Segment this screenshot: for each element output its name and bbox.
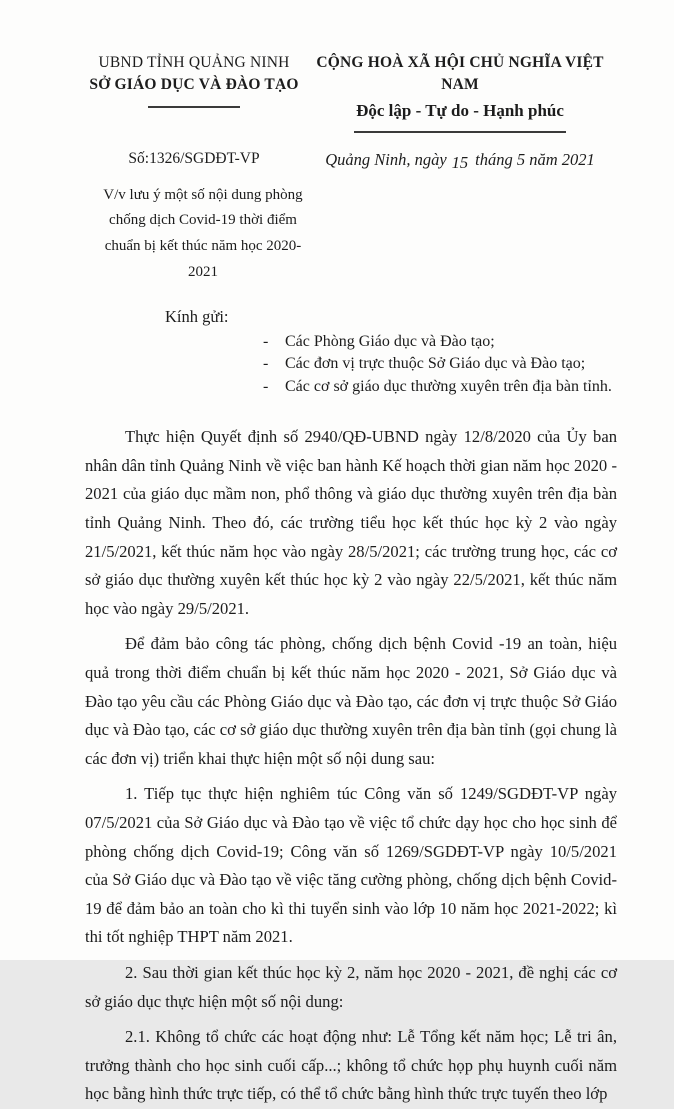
body-paragraph: 2.1. Không tổ chức các hoạt động như: Lễ Tổng kết năm học; Lễ tri ân, trưởng thành cho học sinh cuối cấp...; không tổ chức họp phụ huynh cuối năm học bằng hình thức trực tiếp, có thể tổ chức bằng hình thức trực tuyến theo lớp [85, 1027, 617, 1104]
recipient-item [263, 331, 617, 354]
agency-header-rule [148, 106, 240, 108]
body-paragraph: 1. Tiếp tục thực hiện nghiêm túc Công văn số 1249/SGDĐT-VP ngày 07/5/2021 của Sở Giáo dục và Đào tạo về việc tổ chức dạy học cho học sinh để phòng chống dịch Covid-19; Công văn số 1269/SGDĐT-VP ngày 10/5/2021 của Sở Giáo dục và Đào tạo về việc tăng cường phòng, chống dịch bệnh Covid-19 để đảm bảo an toàn cho kì thi tuyển sinh vào lớp 10 năm học 2021-2022; kì thi tốt nghiệp THPT năm 2021. [85, 784, 617, 947]
national-title: CỘNG HOÀ XÃ HỘI CHỦ NGHĨA VIỆT NAM [316, 54, 604, 94]
place-date-prefix: Quảng Ninh, ngày [325, 149, 447, 169]
body-paragraph: Thực hiện Quyết định số 2940/QĐ-UBND ngày 12/8/2020 của Ủy ban nhân dân tỉnh Quảng Ninh về việc ban hành Kế hoạch thời gian năm học 2020 - 2021 của giáo dục mầm non, phổ thông và giáo dục thường xuyên trên địa bàn tỉnh Quảng Ninh. Theo đó, các trường tiểu học kết thúc học kỳ 2 vào ngày 21/5/2021, kết thúc năm học vào ngày 28/5/2021; các trường trung học, các cơ sở giáo dục thường xuyên kết thúc học kỳ 2 vào ngày 22/5/2021, kết thúc năm học vào ngày 29/5/2021. [85, 427, 617, 618]
motto-rule [354, 131, 566, 133]
issuing-org-name: SỞ GIÁO DỤC VÀ ĐÀO TẠO [89, 76, 299, 94]
place-date-suffix: tháng 5 năm 2021 [475, 149, 595, 169]
document-header [85, 52, 617, 133]
document-body [85, 423, 617, 1109]
recipient-text: Các cơ sở giáo dục thường xuyên trên địa bàn tỉnh. [285, 377, 612, 395]
recipient-text: Các đơn vị trực thuộc Sở Giáo dục và Đào tạo; [285, 355, 586, 373]
parent-org-name: UBND TỈNH QUẢNG NINH [98, 54, 290, 71]
salutation-label: Kính gửi: [165, 306, 229, 326]
place-date-line [303, 150, 617, 170]
day-number: 15 [451, 152, 469, 172]
dash-marker: - [263, 332, 269, 350]
recipient-list [263, 331, 617, 399]
recipient-item [263, 353, 617, 376]
body-paragraph: Để đảm bảo công tác phòng, chống dịch bệnh Covid -19 an toàn, hiệu quả trong thời điểm chuẩn bị kết thúc năm học 2020 - 2021, Sở Giáo dục và Đào tạo yêu cầu các Phòng Giáo dục và Đào tạo, các đơn vị trực thuộc Sở Giáo dục và Đào tạo, các cơ sở giáo dục thường xuyên trên địa bàn tỉnh (gọi chung là các đơn vị) triển khai thực hiện một số nội dung sau: [85, 634, 617, 768]
dash-marker: - [263, 355, 269, 373]
recipient-item [263, 376, 617, 399]
national-motto: Độc lập - Tự do - Hạnh phúc [356, 100, 564, 120]
recipient-text: Các Phòng Giáo dục và Đào tạo; [285, 332, 495, 350]
issuing-agency-block [85, 52, 303, 133]
body-paragraph: 2. Sau thời gian kết thúc học kỳ 2, năm học 2020 - 2021, đề nghị các cơ sở giáo dục thực hiện một số nội dung: [85, 962, 617, 1011]
dash-marker: - [263, 377, 269, 395]
national-header-block [303, 52, 617, 133]
doc-meta-row [85, 150, 617, 170]
salutation-block [85, 307, 617, 399]
doc-subject: V/v lưu ý một số nội dung phòng chống dịch Covid-19 thời điểm chuẩn bị kết thúc năm học 2020-2021 [103, 186, 303, 280]
doc-number: Số:1326/SGDĐT-VP [128, 149, 260, 167]
